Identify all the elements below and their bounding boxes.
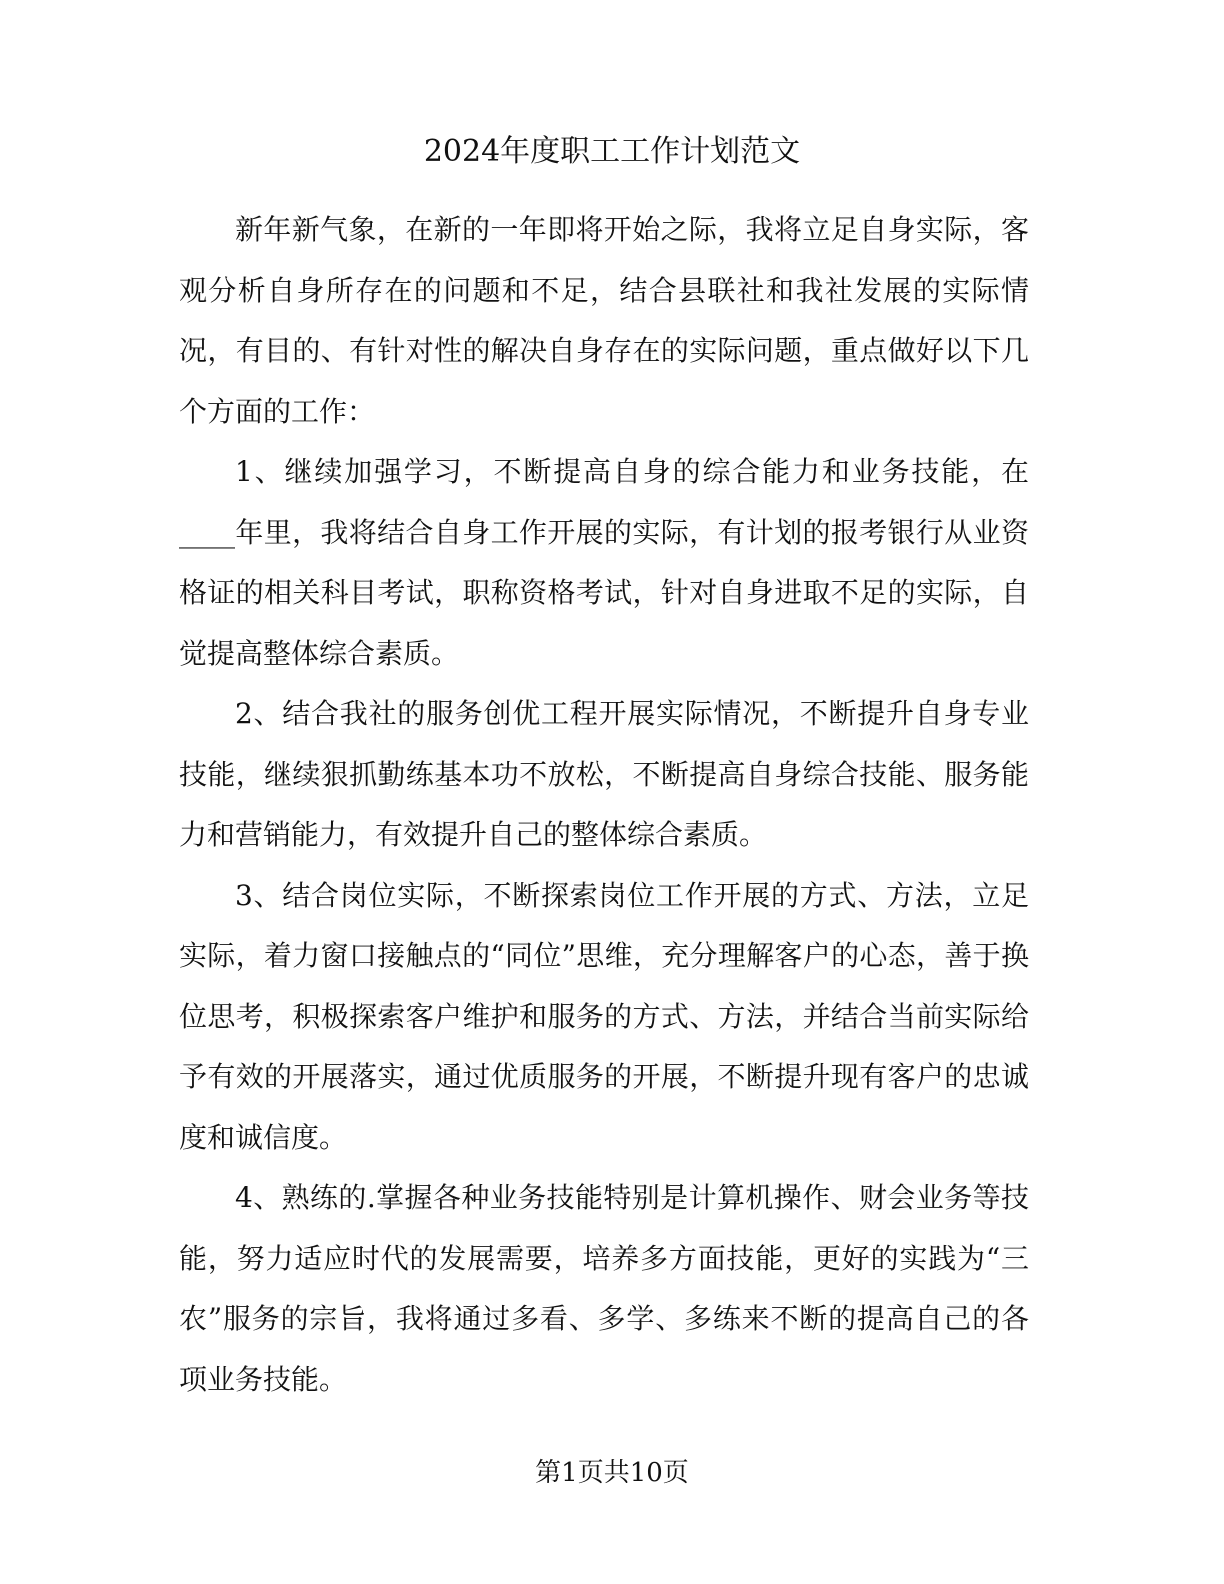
document-title: 2024年度职工工作计划范文	[423, 134, 801, 169]
plan-item-4: 4、熟练的.掌握各种业务技能特别是计算机操作、财会业务等技能，努力适应时代的发展需要，培养多方面技能，更好的实践为“三农”服务的宗旨，我将通过多看、多学、多练来不断的提高自己的各项业务技能。	[179, 1181, 1029, 1396]
document-body	[179, 200, 1029, 1410]
intro-paragraph: 新年新气象，在新的一年即将开始之际，我将立足自身实际，客观分析自身所存在的问题和不足，结合县联社和我社发展的实际情况，有目的、有针对性的解决自身存在的实际问题，重点做好以下几个方面的工作：	[179, 213, 1029, 428]
plan-item-1: 1、继续加强学习，不断提高自身的综合能力和业务技能，在____年里，我将结合自身工作开展的实际，有计划的报考银行从业资格证的相关科目考试，职称资格考试，针对自身进取不足的实际，自觉提高整体综合素质。	[179, 455, 1029, 670]
plan-item-2: 2、结合我社的服务创优工程开展实际情况，不断提升自身专业技能，继续狠抓勤练基本功不放松，不断提高自身综合技能、服务能力和营销能力，有效提升自己的整体综合素质。	[179, 697, 1029, 851]
page-number-footer: 第1页共10页	[535, 1458, 689, 1488]
plan-item-3: 3、结合岗位实际，不断探索岗位工作开展的方式、方法，立足实际，着力窗口接触点的“同位”思维，充分理解客户的心态，善于换位思考，积极探索客户维护和服务的方式、方法，并结合当前实际给予有效的开展落实，通过优质服务的开展，不断提升现有客户的忠诚度和诚信度。	[179, 878, 1029, 1154]
